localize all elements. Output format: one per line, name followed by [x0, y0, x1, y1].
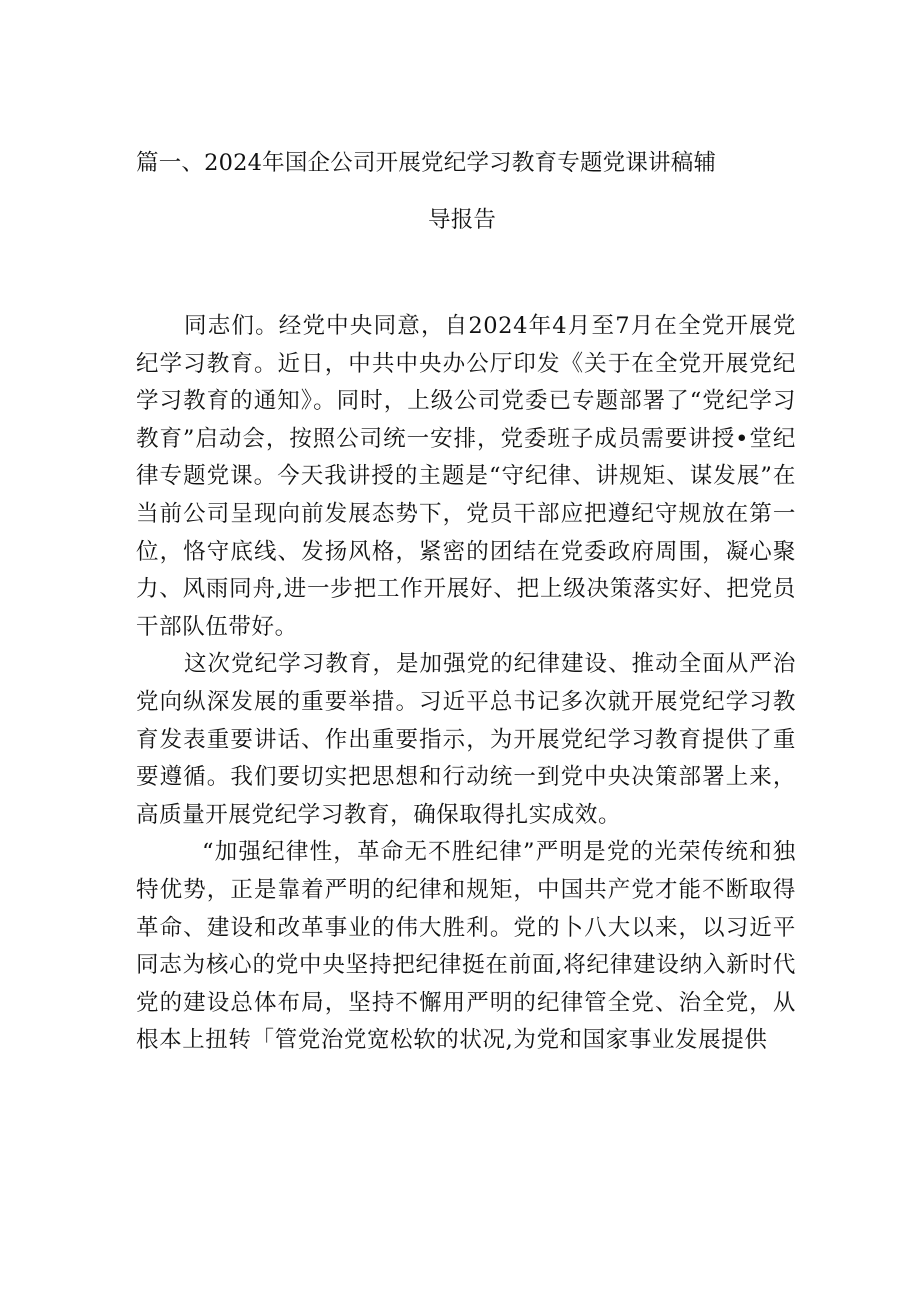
paragraph: “加强纪律性，革命无不胜纪律”严明是党的光荣传统和独特优势，正是靠着严明的纪律和规矩，中国共产党才能不断取得革命、建设和改革事业的伟大胜利。党的卜八大以来，以习近平同志为核心的党中央坚持把纪律挺在前面,将纪律建设纳入新时代党的建设总体布局，坚持不懈用严明的纪律管全党、治全党，从根本上扭转「管党治党宽松软的状况,为党和国家事业发展提供: [136, 839, 796, 1054]
document-title: [136, 148, 796, 233]
title-line-1: 篇一、2024年国企公司开展党纪学习教育专题党课讲稿辅: [136, 150, 717, 176]
document-body: [136, 308, 796, 1060]
paragraph: 同志们。经党中央同意，自2024年4月至7月在全党开展党纪学习教育。近日，中共中央办公厅印发《关于在全党开展党纪学习教育的通知》。同时，上级公司党委已专题部署了“党纪学习教育”启动会，按照公司统一安排，党委班子成员需要讲授•堂纪律专题党课。今天我讲授的主题是“守纪律、讲规矩、谋发展”在当前公司呈现向前发展态势下，党员干部应把遵纪守规放在第一位，恪守底线、发扬风格，紧密的团结在党委政府周围，凝心聚力、风雨同舟,进一步把工作开展好、把上级决策落实好、把党员干部队伍带好。: [136, 313, 796, 640]
title-line-2: 导报告: [428, 207, 497, 233]
paragraph: 这次党纪学习教育，是加强党的纪律建设、推动全面从严治党向纵深发展的重要举措。习近平总书记多次就开展党纪学习教育发表重要讲话、作出重要指示，为开展党纪学习教育提供了重要遵循。我们要切实把思想和行动统一到党中央决策部署上来，高质量开展党纪学习教育，确保取得扎实成效。: [136, 651, 796, 828]
